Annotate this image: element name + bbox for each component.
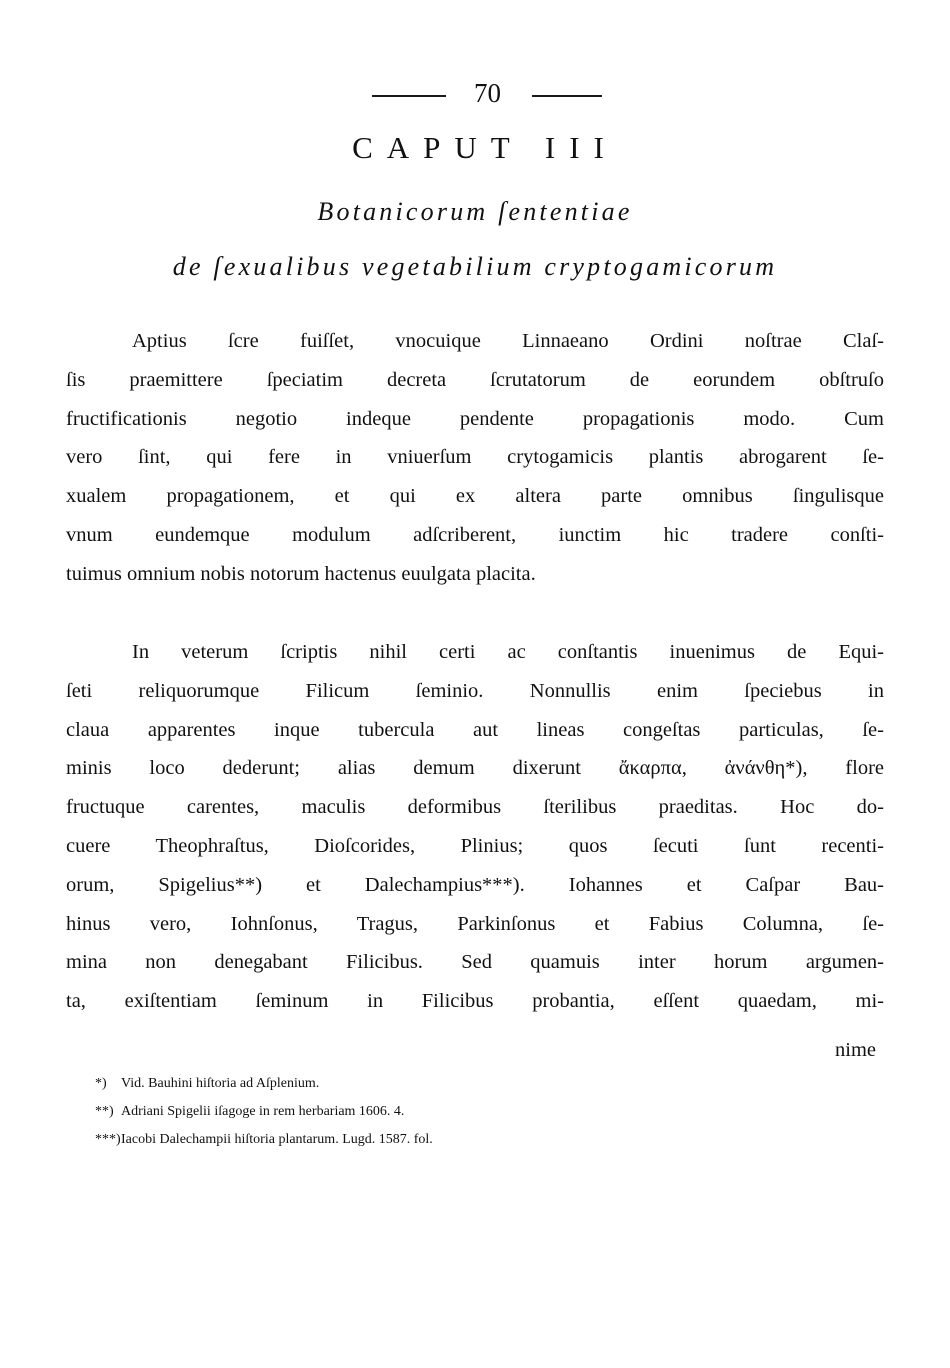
paragraph-line: vnum eundemque modulum adſcriberent, iunctim hic tradere conſti- [66,523,884,546]
paragraph-line: fructuque carentes, maculis deformibus ſterilibus praeditas. Hoc do- [66,796,884,819]
paragraph-1 [66,322,884,594]
page-number-row [0,78,950,108]
paragraph-line: ſeti reliquorumque Filicum ſeminio. Nonnullis enim ſpeciebus in [66,679,884,702]
paragraph-line: ſis praemittere ſpeciatim decreta ſcrutatorum de eorundem obſtruſo [66,368,884,391]
footnote-marker: **) [95,1104,114,1119]
paragraph-2 [66,633,884,1021]
paragraph-line: Aptius ſcre fuiſſet, vnocuique Linnaeano Ordini noſtrae Claſ- [132,330,884,352]
paragraph-line: minis loco dederunt; alias demum dixerunt ἄκαρπα, ἀνάνθη*), flore [66,757,884,780]
paragraph-line: hinus vero, Iohnſonus, Tragus, Parkinſonus et Fabius Columna, ſe- [66,912,884,935]
footnote [95,1070,795,1098]
right-rule [532,95,602,97]
footnote-text: Iacobi Dalechampii hiſtoria plantarum. Lugd. 1587. fol. [121,1132,433,1147]
paragraph-line: orum, Spigelius**) et Dalechampius***). Iohannes et Caſpar Bau- [66,873,884,896]
footnote [95,1126,795,1154]
chapter-title: CAPUT III [352,130,618,165]
paragraph-line: tuimus omnium nobis notorum hactenus euulgata placita. [66,562,536,585]
left-rule [372,95,446,97]
paragraph-line: mina non denegabant Filicibus. Sed quamuis inter horum argumen- [66,951,884,974]
paragraph-line: xualem propagationem, et qui ex altera parte omnibus ſingulisque [66,485,884,508]
footnote-text: Adriani Spigelii iſagoge in rem herbariam 1606. 4. [121,1104,405,1119]
footnote-marker: ***) [95,1132,121,1147]
page-number: 70 [474,78,501,108]
footnote-text: Vid. Bauhini hiſtoria ad Aſplenium. [121,1076,320,1091]
paragraph-line: ta, exiſtentiam ſeminum in Filicibus probantia, eſſent quaedam, mi- [66,990,884,1013]
footnotes [95,1070,795,1154]
footnote-marker: *) [95,1076,107,1091]
paragraph-line: fructificationis negotio indeque pendente propagationis modo. Cum [66,407,884,430]
paragraph-line: cuere Theophraſtus, Dioſcorides, Plinius; quos ſecuti ſunt recenti- [66,834,884,857]
catchword: nime [835,1039,876,1061]
paragraph-line: vero ſint, qui fere in vniuerſum crytogamicis plantis abrogarent ſe- [66,446,884,469]
paragraph-line: claua apparentes inque tubercula aut lineas congeſtas particulas, ſe- [66,718,884,741]
chapter-subtitle-line-2: de ſexualibus vegetabilium cryptogamicorum [172,252,778,281]
paragraph-line: In veterum ſcriptis nihil certi ac conſtantis inuenimus de Equi- [132,641,884,663]
chapter-subtitle-line-1: Botanicorum ſententiae [317,197,633,226]
footnote [95,1098,795,1126]
